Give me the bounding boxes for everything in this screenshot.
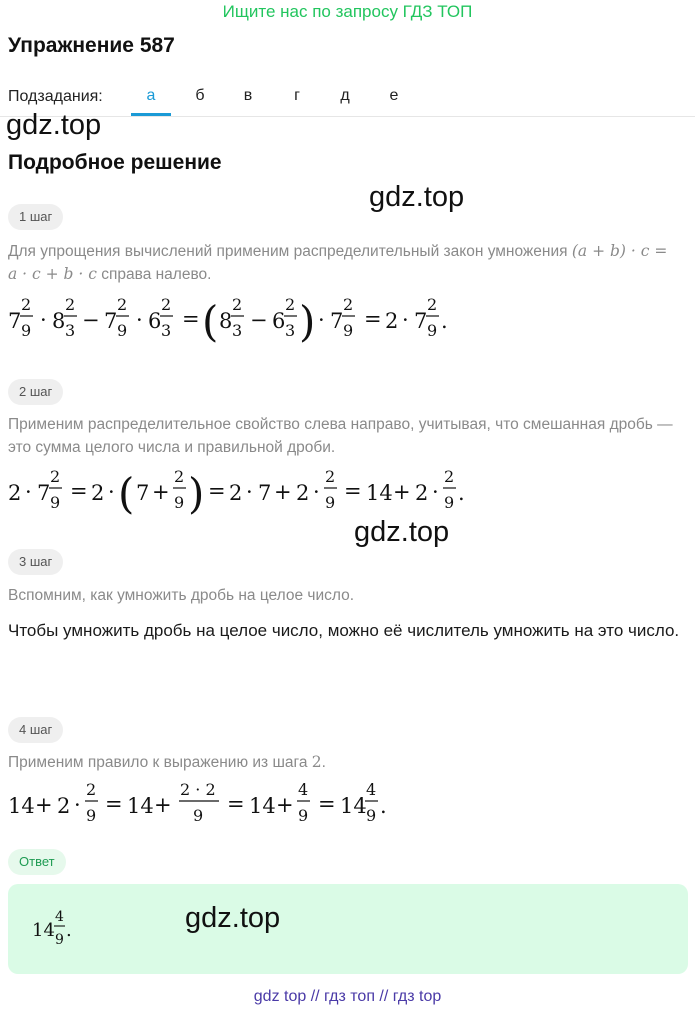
svg-text:2: 2	[285, 295, 296, 314]
step-badge: 4 шаг	[8, 717, 63, 743]
svg-text:·: ·	[432, 480, 439, 504]
svg-text:2: 2	[174, 467, 185, 486]
svg-text:14: 14	[340, 794, 367, 818]
svg-text:14: 14	[8, 794, 35, 818]
answer-value	[26, 900, 106, 960]
svg-text:2: 2	[65, 295, 76, 314]
svg-text:=: =	[344, 479, 362, 503]
tab-e[interactable]: е	[389, 87, 399, 104]
svg-text:·: ·	[25, 480, 32, 504]
svg-text:2: 2	[229, 481, 243, 505]
svg-text:6: 6	[148, 309, 162, 333]
svg-text:3: 3	[161, 321, 172, 340]
answer-badge: Ответ	[8, 849, 66, 875]
svg-text:14: 14	[32, 920, 55, 941]
step-equation	[0, 773, 500, 837]
svg-text:·: ·	[108, 480, 115, 504]
svg-text:2: 2	[50, 467, 61, 486]
svg-text:(: (	[202, 297, 219, 346]
tab-d[interactable]: д	[340, 87, 350, 104]
svg-text:3: 3	[232, 321, 243, 340]
svg-text:8: 8	[219, 309, 233, 333]
svg-text:2: 2	[385, 309, 399, 333]
svg-text:−: −	[250, 308, 268, 332]
svg-text:·: ·	[246, 480, 253, 504]
svg-text:8: 8	[52, 309, 66, 333]
svg-text:9: 9	[174, 493, 185, 512]
svg-text:+: +	[35, 793, 53, 817]
svg-text:·: ·	[40, 308, 47, 332]
tab-a[interactable]: а	[146, 87, 156, 104]
svg-text:=: =	[70, 479, 88, 503]
svg-text:.: .	[441, 309, 448, 333]
step-reference: 2	[311, 753, 322, 771]
svg-text:7: 7	[258, 481, 272, 505]
step-badge: 2 шаг	[8, 379, 63, 405]
svg-text:9: 9	[444, 493, 455, 512]
svg-text:+: +	[274, 480, 292, 504]
svg-text:=: =	[318, 792, 336, 816]
distributive-formula: (a + b) · c = a · c + b · c	[8, 242, 668, 283]
step-equation	[0, 460, 500, 524]
svg-text:3: 3	[65, 321, 76, 340]
svg-text:2: 2	[91, 481, 105, 505]
svg-text:9: 9	[21, 321, 32, 340]
svg-text:2: 2	[415, 481, 429, 505]
svg-text:2: 2	[8, 481, 22, 505]
svg-text:2: 2	[57, 794, 71, 818]
svg-text:9: 9	[298, 806, 309, 825]
tab-g[interactable]: г	[294, 87, 300, 104]
svg-text:·: ·	[74, 793, 81, 817]
svg-text:.: .	[66, 920, 72, 941]
svg-text:+: +	[152, 480, 170, 504]
period: .	[321, 754, 326, 771]
step-description: Вспомним, как умножить дробь на целое число.	[8, 587, 355, 604]
svg-text:9: 9	[343, 321, 354, 340]
svg-text:2: 2	[21, 295, 32, 314]
svg-text:2 · 2: 2 · 2	[180, 780, 216, 799]
page-title: Упражнение 587	[8, 34, 175, 57]
svg-text:14: 14	[249, 794, 276, 818]
svg-text:2: 2	[117, 295, 128, 314]
svg-text:·: ·	[136, 308, 143, 332]
svg-text:4: 4	[366, 780, 377, 799]
svg-text:9: 9	[50, 493, 61, 512]
watermark: gdz.top	[354, 516, 450, 548]
svg-text:6: 6	[272, 309, 286, 333]
svg-text:3: 3	[285, 321, 296, 340]
svg-text:2: 2	[296, 481, 310, 505]
svg-text:7: 7	[414, 309, 428, 333]
svg-text:·: ·	[318, 308, 325, 332]
svg-text:+: +	[276, 793, 294, 817]
svg-text:=: =	[182, 307, 200, 331]
svg-text:9: 9	[366, 806, 377, 825]
step-description	[8, 240, 678, 286]
step-equation	[0, 288, 500, 352]
svg-text:2: 2	[161, 295, 172, 314]
svg-text:7: 7	[136, 481, 150, 505]
step-text-after: справа налево.	[101, 266, 212, 283]
svg-text:·: ·	[313, 480, 320, 504]
svg-text:=: =	[364, 307, 382, 331]
watermark: gdz.top	[369, 181, 465, 213]
svg-text:4: 4	[298, 780, 309, 799]
svg-text:9: 9	[427, 321, 438, 340]
solution-heading: Подробное решение	[8, 151, 222, 174]
svg-text:9: 9	[193, 806, 204, 825]
answer-box	[8, 884, 688, 974]
svg-text:=: =	[227, 792, 245, 816]
svg-text:−: −	[82, 308, 100, 332]
svg-text:7: 7	[104, 309, 118, 333]
svg-text:4: 4	[55, 909, 64, 925]
rule-statement: Чтобы умножить дробь на целое число, можно её числитель умножить на это число.	[8, 621, 680, 640]
svg-text:=: =	[208, 479, 226, 503]
svg-text:2: 2	[86, 780, 97, 799]
footer-links[interactable]: gdz top // гдз топ // гдз top	[253, 988, 442, 1005]
svg-text:2: 2	[427, 295, 438, 314]
svg-text:·: ·	[402, 308, 409, 332]
tab-v[interactable]: в	[243, 87, 253, 104]
step-badge: 1 шаг	[8, 204, 63, 230]
svg-text:14: 14	[366, 481, 393, 505]
step-badge: 3 шаг	[8, 549, 63, 575]
svg-text:.: .	[458, 481, 465, 505]
svg-text:14: 14	[127, 794, 154, 818]
svg-text:): )	[299, 297, 316, 346]
svg-text:7: 7	[37, 481, 51, 505]
svg-text:2: 2	[444, 467, 455, 486]
svg-text:7: 7	[330, 309, 344, 333]
watermark: gdz.top	[6, 109, 102, 141]
svg-text:.: .	[380, 794, 387, 818]
svg-text:2: 2	[232, 295, 243, 314]
svg-text:2: 2	[343, 295, 354, 314]
svg-text:+: +	[393, 480, 411, 504]
svg-text:(: (	[118, 469, 135, 518]
svg-text:9: 9	[86, 806, 97, 825]
tabs-divider	[0, 116, 695, 117]
svg-text:9: 9	[55, 932, 64, 948]
svg-text:): )	[188, 469, 205, 518]
step-text: Применим правило к выражению из шага	[8, 754, 308, 771]
tab-b[interactable]: б	[195, 87, 205, 104]
step-description	[8, 751, 678, 774]
promo-banner[interactable]: Ищите нас по запросу ГДЗ ТОП	[222, 2, 473, 21]
step-description: Применим распределительное свойство слева направо, учитывая, что смешанная дробь — это сумма целого числа и правильной дроби.	[8, 416, 673, 456]
svg-text:9: 9	[325, 493, 336, 512]
svg-text:9: 9	[117, 321, 128, 340]
subtasks-label: Подзадания:	[8, 88, 103, 105]
svg-text:=: =	[105, 792, 123, 816]
svg-text:+: +	[154, 793, 172, 817]
step-text: Для упрощения вычислений применим распределительный закон умножения	[8, 243, 568, 260]
svg-text:2: 2	[325, 467, 336, 486]
watermark: gdz.top	[185, 902, 281, 934]
svg-text:7: 7	[8, 309, 22, 333]
